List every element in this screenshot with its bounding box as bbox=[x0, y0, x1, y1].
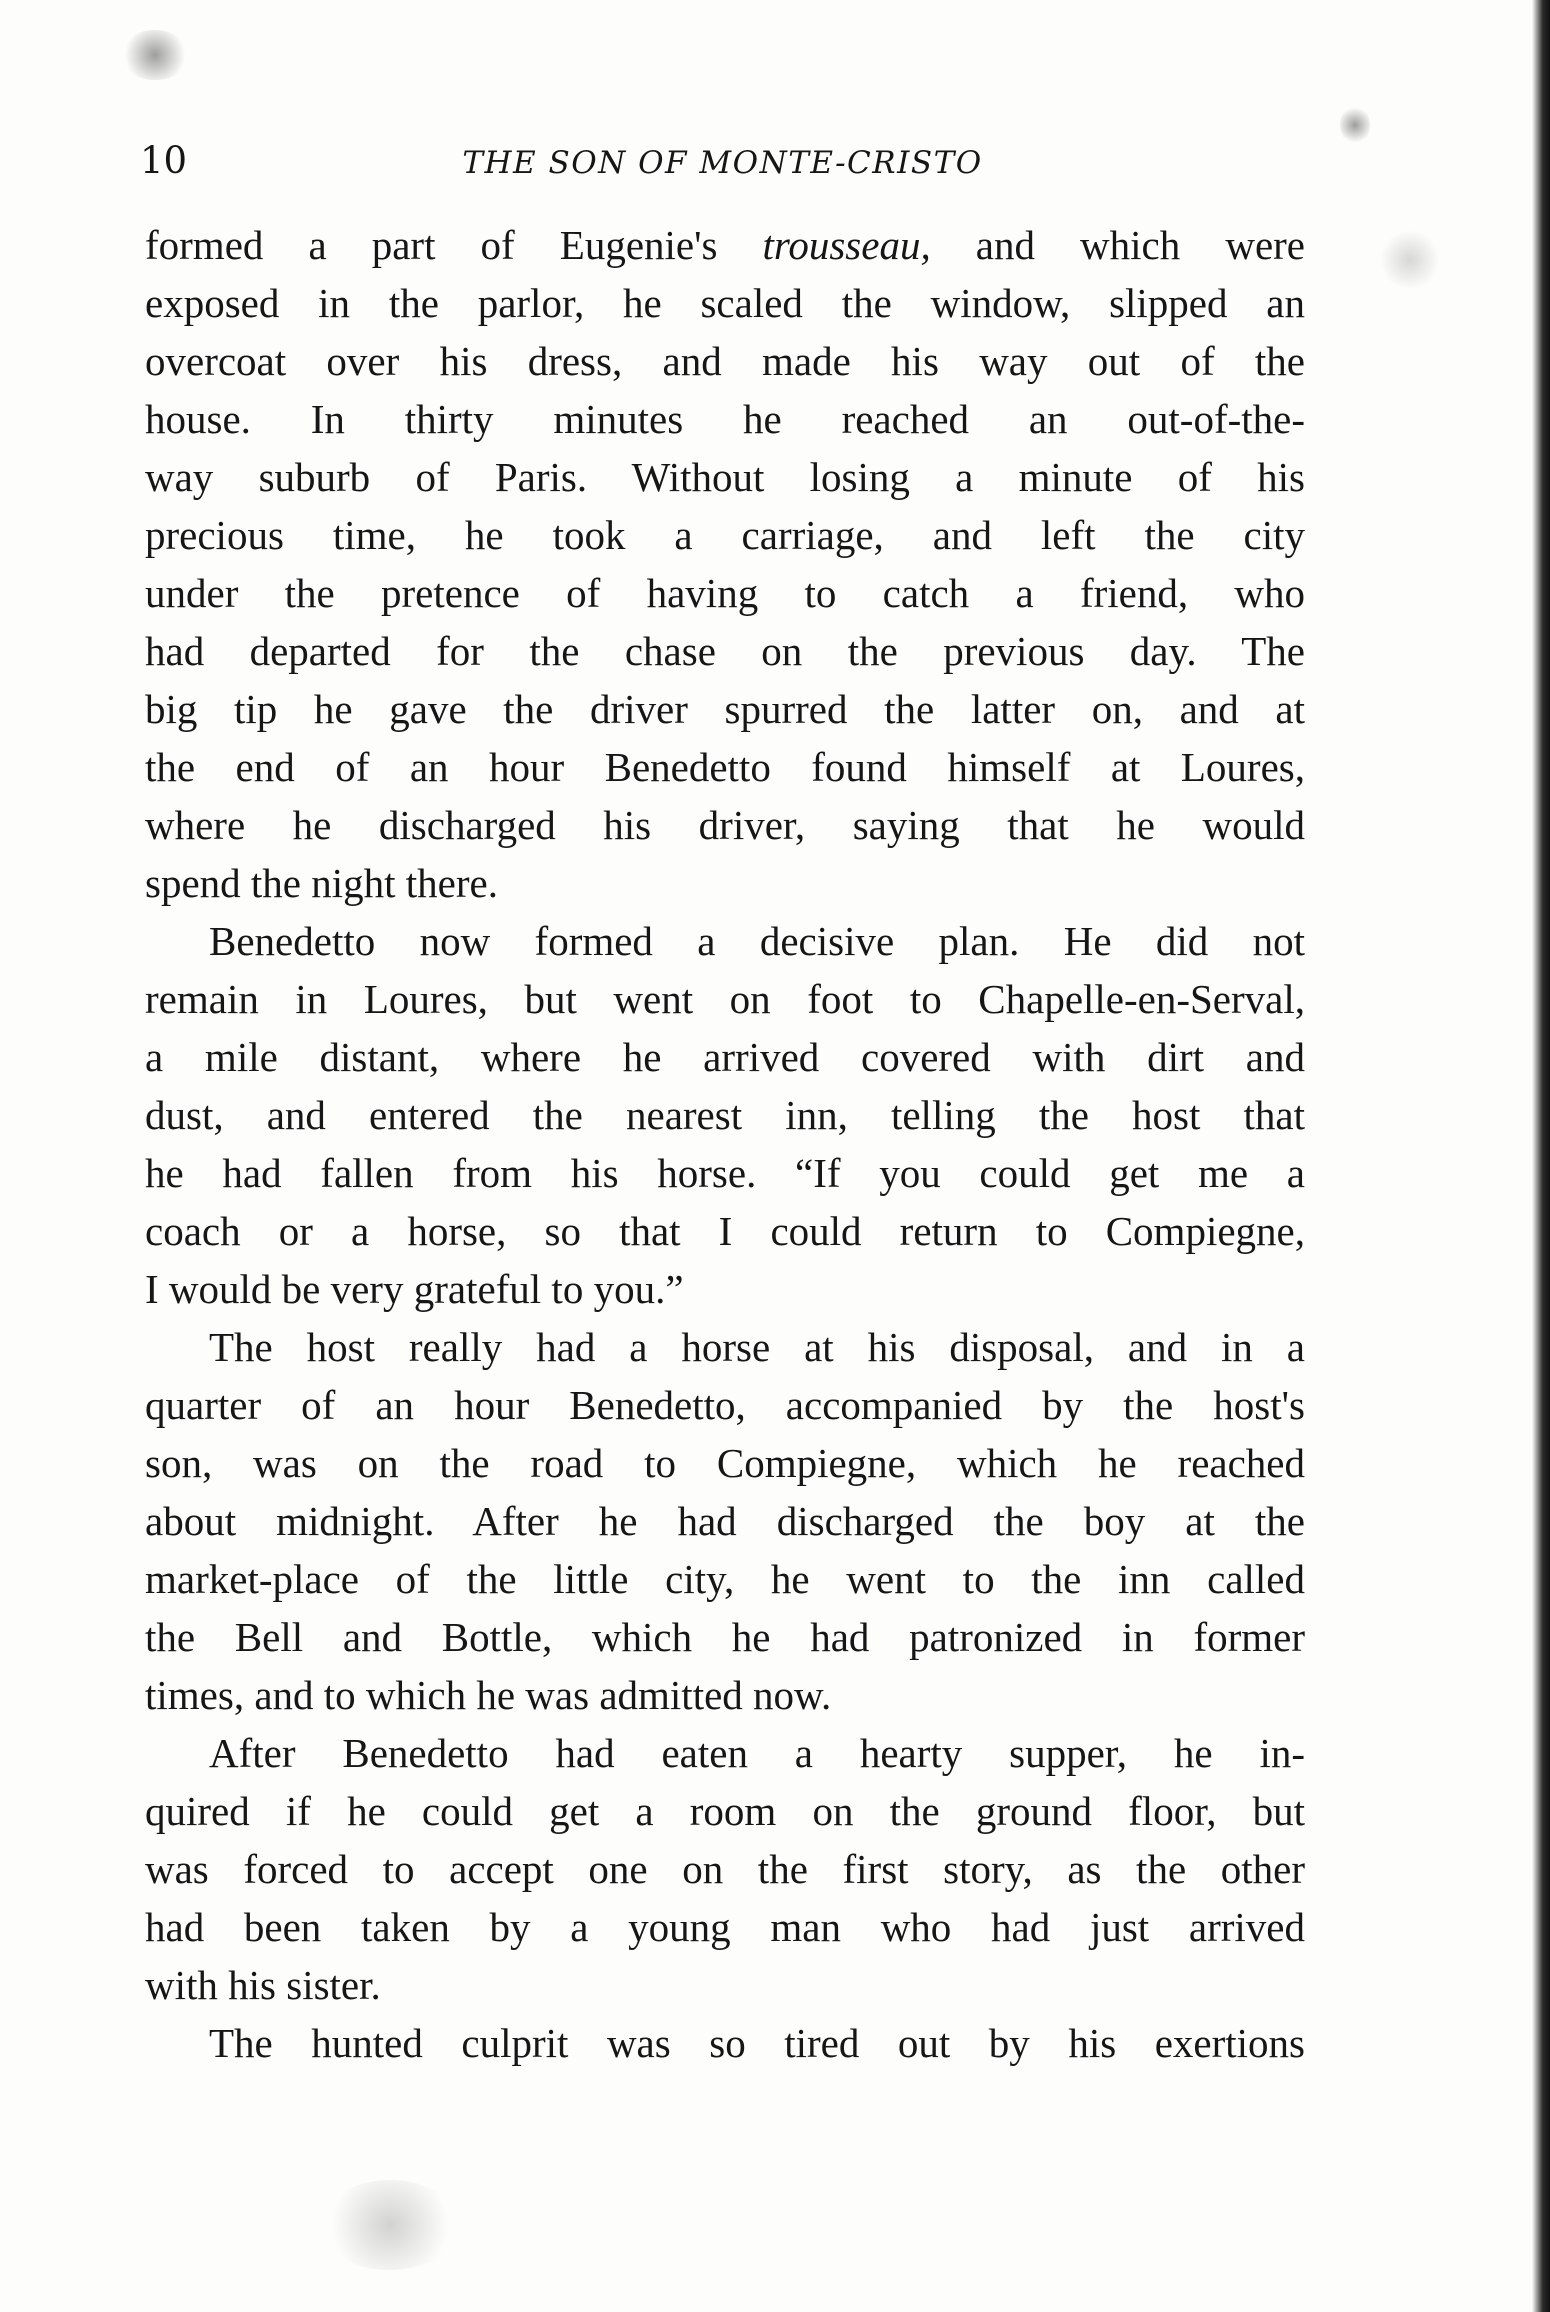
text-run: The hunted culprit was so tired out by his exertions bbox=[209, 2020, 1305, 2066]
text-run: was forced to accept one on the first story, as the other bbox=[145, 1846, 1305, 1892]
text-line bbox=[145, 1608, 1305, 1666]
text-line bbox=[145, 1782, 1305, 1840]
text-run: precious time, he took a carriage, and left the city bbox=[145, 512, 1305, 558]
text-run: a mile distant, where he arrived covered with dirt and bbox=[145, 1034, 1305, 1080]
text-run: times, and to which he was admitted now. bbox=[145, 1672, 832, 1718]
running-title: THE SON OF MONTE-CRISTO bbox=[462, 145, 983, 181]
text-line bbox=[145, 1086, 1305, 1144]
text-line bbox=[145, 448, 1305, 506]
text-line bbox=[145, 332, 1305, 390]
text-run: where he discharged his driver, saying that he would bbox=[145, 802, 1305, 848]
text-line bbox=[145, 1492, 1305, 1550]
paragraph bbox=[145, 2014, 1305, 2072]
text-line bbox=[145, 1434, 1305, 1492]
text-line bbox=[145, 854, 1305, 912]
text-run: big tip he gave the driver spurred the latter on, and at bbox=[145, 686, 1305, 732]
text-run: I would be very grateful to you.” bbox=[145, 1266, 684, 1312]
text-run: quired if he could get a room on the ground floor, but bbox=[145, 1788, 1305, 1834]
text-run: about midnight. After he had discharged the boy at the bbox=[145, 1498, 1305, 1544]
ink-smudge bbox=[320, 2180, 460, 2270]
page-edge-shadow bbox=[1532, 0, 1550, 2312]
text-line bbox=[145, 564, 1305, 622]
text-run: quarter of an hour Benedetto, accompanied by the host's bbox=[145, 1382, 1305, 1428]
text-run: The host really had a horse at his disposal, and in a bbox=[209, 1324, 1305, 1370]
text-run: formed a part of Eugenie's bbox=[145, 222, 763, 268]
text-run: After Benedetto had eaten a hearty supper, he in- bbox=[209, 1730, 1305, 1776]
text-run: the Bell and Bottle, which he had patronized in former bbox=[145, 1614, 1305, 1660]
text-run: son, was on the road to Compiegne, which he reached bbox=[145, 1440, 1305, 1486]
text-line bbox=[145, 1318, 1305, 1376]
text-line bbox=[145, 622, 1305, 680]
text-run: remain in Loures, but went on foot to Chapelle-en-Serval, bbox=[145, 976, 1305, 1022]
text-run: exposed in the parlor, he scaled the window, slipped an bbox=[145, 280, 1305, 326]
text-run: Benedetto now formed a decisive plan. He did not bbox=[209, 918, 1305, 964]
ink-smudge bbox=[1340, 105, 1370, 145]
body-text bbox=[145, 216, 1305, 2072]
text-line bbox=[145, 1144, 1305, 1202]
text-line bbox=[145, 796, 1305, 854]
text-line bbox=[145, 1840, 1305, 1898]
text-line bbox=[145, 506, 1305, 564]
text-line bbox=[145, 1202, 1305, 1260]
page-header bbox=[140, 138, 1305, 190]
text-run: he had fallen from his horse. “If you could get me a bbox=[145, 1150, 1305, 1196]
paragraph bbox=[145, 912, 1305, 1318]
text-line bbox=[145, 970, 1305, 1028]
text-run: under the pretence of having to catch a friend, who bbox=[145, 570, 1305, 616]
paragraph bbox=[145, 1318, 1305, 1724]
text-run: dust, and entered the nearest inn, telling the host that bbox=[145, 1092, 1305, 1138]
text-run: the end of an hour Benedetto found himself at Loures, bbox=[145, 744, 1305, 790]
ink-smudge bbox=[1380, 230, 1440, 290]
text-line bbox=[145, 1724, 1305, 1782]
text-line bbox=[145, 2014, 1305, 2072]
italic-text-run: trousseau, bbox=[762, 222, 931, 268]
text-line bbox=[145, 1028, 1305, 1086]
text-line bbox=[145, 1550, 1305, 1608]
text-run: with his sister. bbox=[145, 1962, 381, 2008]
text-line bbox=[145, 216, 1305, 274]
text-line bbox=[145, 1956, 1305, 2014]
paragraph bbox=[145, 216, 1305, 912]
text-run: house. In thirty minutes he reached an out-of-the- bbox=[145, 396, 1305, 442]
text-line bbox=[145, 390, 1305, 448]
text-line bbox=[145, 1666, 1305, 1724]
text-run: way suburb of Paris. Without losing a minute of his bbox=[145, 454, 1305, 500]
text-run: overcoat over his dress, and made his way out of the bbox=[145, 338, 1305, 384]
text-line bbox=[145, 1376, 1305, 1434]
page-number: 10 bbox=[140, 139, 188, 182]
text-line bbox=[145, 1260, 1305, 1318]
text-line bbox=[145, 274, 1305, 332]
text-line bbox=[145, 1898, 1305, 1956]
text-run: and which were bbox=[930, 222, 1305, 268]
ink-smudge bbox=[120, 30, 190, 80]
text-run: had departed for the chase on the previous day. The bbox=[145, 628, 1305, 674]
text-line bbox=[145, 680, 1305, 738]
text-run: market-place of the little city, he went to the inn called bbox=[145, 1556, 1305, 1602]
paragraph bbox=[145, 1724, 1305, 2014]
text-line bbox=[145, 912, 1305, 970]
text-run: spend the night there. bbox=[145, 860, 498, 906]
text-run: had been taken by a young man who had just arrived bbox=[145, 1904, 1305, 1950]
text-run: coach or a horse, so that I could return to Compiegne, bbox=[145, 1208, 1305, 1254]
text-line bbox=[145, 738, 1305, 796]
